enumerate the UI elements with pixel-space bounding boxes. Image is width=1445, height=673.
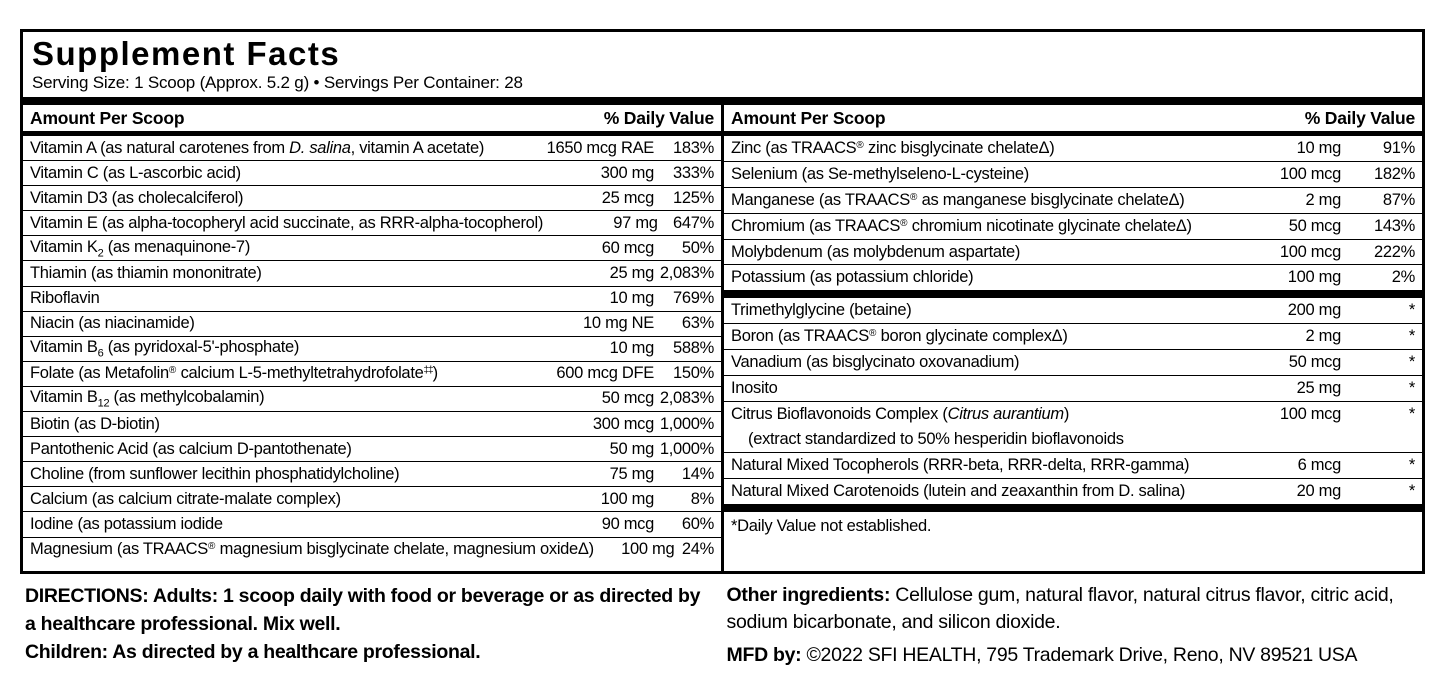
ingredient-name: Molybdenum (as molybdenum aspartate) <box>731 242 1021 261</box>
table-row <box>23 210 721 235</box>
ingredient-name: Iodine (as potassium iodide <box>30 514 223 533</box>
table-row <box>724 187 1422 213</box>
daily-value: 24% <box>681 540 714 559</box>
daily-value: 182% <box>1373 164 1415 183</box>
daily-value: 588% <box>672 339 714 358</box>
amount-value: 1650 mcg RAE <box>546 138 654 157</box>
ingredients-block <box>727 582 1425 669</box>
amount-value: 6 mcg <box>1297 455 1341 474</box>
amount-value: 300 mg <box>600 163 654 182</box>
daily-value: * <box>1408 404 1415 423</box>
directions-adults: DIRECTIONS: Adults: 1 scoop daily with food or beverage or as directed by a healthcare professional. Mix well. <box>25 585 701 635</box>
bottom-text-area <box>25 582 1425 669</box>
table-row <box>724 213 1422 239</box>
ingredient-name: Calcium (as calcium citrate-malate complex) <box>30 489 341 508</box>
ingredient-name: Potassium (as potassium chloride) <box>731 268 974 287</box>
amount-value: 100 mg <box>621 540 675 559</box>
table-row <box>23 436 721 461</box>
table-row <box>23 160 721 185</box>
directions-children: Children: As directed by a healthcare professional. <box>25 641 481 663</box>
table-row <box>23 336 721 361</box>
mfd-label: MFD by: <box>726 644 802 666</box>
daily-value: 222% <box>1373 242 1415 261</box>
amount-value: 60 mcg <box>601 238 654 257</box>
ingredient-name: Pantothenic Acid (as calcium D-pantothenate) <box>30 439 352 458</box>
amount-value: 50 mg <box>609 439 654 458</box>
daily-value-header: % Daily Value <box>1304 108 1415 128</box>
ingredient-name: Magnesium (as TRAACS® magnesium bisglycinate chelate, magnesium oxideΔ) <box>30 540 594 559</box>
daily-value: 183% <box>672 138 714 157</box>
facts-columns <box>23 105 1422 571</box>
directions-block <box>25 582 701 669</box>
daily-value: * <box>1408 327 1415 346</box>
table-row <box>23 286 721 311</box>
right-rows <box>724 136 1422 504</box>
table-row <box>23 311 721 336</box>
amount-value: 10 mg <box>609 289 654 308</box>
amount-value: 600 mcg DFE <box>556 364 654 383</box>
ingredient-name: Riboflavin <box>30 289 100 308</box>
daily-value: * <box>1408 301 1415 320</box>
supplement-facts-panel <box>20 29 1425 574</box>
table-row <box>23 361 721 386</box>
amount-value: 200 mg <box>1287 301 1341 320</box>
daily-value: 2% <box>1391 268 1415 287</box>
table-row <box>23 511 721 536</box>
daily-value: 87% <box>1382 190 1415 209</box>
daily-value: 125% <box>672 188 714 207</box>
mfd-text: ©2022 SFI HEALTH, 795 Trademark Drive, Reno, NV 89521 USA <box>806 644 1358 666</box>
table-row <box>23 260 721 285</box>
ingredient-name: Vanadium (as bisglycinato oxovanadium) <box>731 353 1020 372</box>
daily-value: 8% <box>690 489 714 508</box>
other-ingredients-label: Other ingredients: <box>726 584 891 606</box>
ingredient-name: Natural Mixed Carotenoids (lutein and zeaxanthin from D. salina) <box>731 481 1186 500</box>
daily-value: 91% <box>1382 138 1415 157</box>
amount-value: 25 mg <box>609 264 654 283</box>
amount-value: 10 mg <box>609 339 654 358</box>
amount-per-scoop-header: Amount Per Scoop <box>30 108 185 128</box>
amount-value: 10 mg NE <box>583 314 654 333</box>
amount-value: 100 mg <box>1287 268 1341 287</box>
amount-value: 2 mg <box>1305 327 1341 346</box>
table-row <box>724 375 1422 401</box>
ingredient-name: Zinc (as TRAACS® zinc bisglycinate chelateΔ) <box>731 138 1055 157</box>
table-row <box>724 349 1422 375</box>
daily-value: 143% <box>1373 216 1415 235</box>
left-column-header <box>23 105 721 131</box>
daily-value: 333% <box>672 163 714 182</box>
ingredient-name: Vitamin A (as natural carotenes from D. salina, vitamin A acetate) <box>30 138 485 157</box>
table-row <box>724 239 1422 265</box>
right-column-header <box>724 105 1422 131</box>
table-row <box>724 161 1422 187</box>
ingredient-name: Chromium (as TRAACS® chromium nicotinate glycinate chelateΔ) <box>731 216 1192 235</box>
daily-value: * <box>1408 353 1415 372</box>
amount-value: 97 mg <box>613 213 658 232</box>
amount-value: 300 mcg <box>592 414 654 433</box>
table-row <box>724 323 1422 349</box>
ingredient-name: Niacin (as niacinamide) <box>30 314 195 333</box>
amount-value: 75 mg <box>609 464 654 483</box>
table-row <box>23 461 721 486</box>
ingredient-name: Vitamin C (as L-ascorbic acid) <box>30 163 241 182</box>
panel-title: Supplement Facts <box>32 35 341 72</box>
amount-value: 50 mcg <box>601 389 654 408</box>
ingredient-name: Folate (as Metafolin® calcium L-5-methyltetrahydrofolate‡‡) <box>30 364 438 383</box>
section-divider-bar <box>724 504 1422 512</box>
ingredient-name: Natural Mixed Tocopherols (RRR-beta, RRR-delta, RRR-gamma) <box>731 455 1190 474</box>
daily-value: 50% <box>681 238 714 257</box>
daily-value: 647% <box>672 213 714 232</box>
amount-value: 25 mcg <box>601 188 654 207</box>
table-row <box>724 401 1422 452</box>
daily-value: * <box>1408 378 1415 397</box>
divider-bar <box>23 97 1422 105</box>
table-row <box>23 486 721 511</box>
other-ingredients-line <box>727 582 1425 636</box>
ingredient-name: Trimethylglycine (betaine) <box>731 301 912 320</box>
daily-value-header: % Daily Value <box>603 108 714 128</box>
amount-value: 50 mcg <box>1288 216 1341 235</box>
ingredient-name: Vitamin $K_2$ (as menaquinone-7) <box>30 237 251 260</box>
table-row <box>724 136 1422 161</box>
amount-value: 100 mcg <box>1279 404 1341 423</box>
left-column <box>23 105 724 571</box>
table-row <box>724 478 1422 504</box>
daily-value: * <box>1408 455 1415 474</box>
daily-value: 60% <box>681 514 714 533</box>
daily-value-footnote: *Daily Value not established. <box>731 516 932 535</box>
table-row <box>23 235 721 260</box>
table-row <box>724 452 1422 478</box>
ingredient-name: Selenium (as Se-methylseleno-L-cysteine) <box>731 164 1029 183</box>
daily-value: 769% <box>672 289 714 308</box>
left-rows <box>23 136 721 562</box>
daily-value: 1,000% <box>659 414 714 433</box>
ingredient-name: Choline (from sunflower lecithin phosphatidylcholine) <box>30 464 400 483</box>
daily-value: * <box>1408 481 1415 500</box>
ingredient-subtext: (extract standardized to 50% hesperidin bioflavonoids <box>748 429 1124 448</box>
ingredient-name: Inosito <box>731 378 778 397</box>
ingredient-name: Vitamin $B_6$ (as pyridoxal-5'-phosphate) <box>30 338 300 360</box>
amount-value: 100 mcg <box>1279 164 1341 183</box>
daily-value: 2,083% <box>659 389 714 408</box>
ingredient-name: Thiamin (as thiamin mononitrate) <box>30 264 262 283</box>
amount-value: 100 mcg <box>1279 242 1341 261</box>
amount-value: 20 mg <box>1296 481 1341 500</box>
amount-per-scoop-header: Amount Per Scoop <box>731 108 886 128</box>
daily-value: 1,000% <box>659 439 714 458</box>
section-divider-bar <box>724 290 1422 298</box>
amount-value: 10 mg <box>1296 138 1341 157</box>
amount-value: 25 mg <box>1296 378 1341 397</box>
amount-value: 90 mcg <box>601 514 654 533</box>
serving-info: Serving Size: 1 Scoop (Approx. 5.2 g) • Servings Per Container: 28 <box>32 73 523 92</box>
amount-value: 100 mg <box>600 489 654 508</box>
table-row <box>23 136 721 160</box>
ingredient-name: Vitamin E (as alpha-tocopheryl acid succinate, as RRR-alpha-tocopherol) <box>30 213 544 232</box>
table-row <box>23 386 721 411</box>
table-row <box>23 537 721 562</box>
ingredient-name: Vitamin D3 (as cholecalciferol) <box>30 188 244 207</box>
amount-value: 50 mcg <box>1288 353 1341 372</box>
daily-value: 2,083% <box>659 264 714 283</box>
table-row <box>724 298 1422 323</box>
right-column <box>724 105 1422 571</box>
daily-value: 63% <box>681 314 714 333</box>
amount-value: 2 mg <box>1305 190 1341 209</box>
mfd-line <box>727 642 1425 669</box>
daily-value: 14% <box>681 464 714 483</box>
ingredient-name: Biotin (as D-biotin) <box>30 414 160 433</box>
other-ingredients-text: Cellulose gum, natural flavor, natural citrus flavor, citric acid, sodium bicarbonate, and silicon dioxide. <box>726 584 1394 633</box>
ingredient-name: Vitamin $B_{12}$ (as methylcobalamin) <box>30 388 265 410</box>
table-row <box>23 411 721 436</box>
ingredient-name: Manganese (as TRAACS® as manganese bisglycinate chelateΔ) <box>731 190 1185 209</box>
daily-value: 150% <box>672 364 714 383</box>
ingredient-name: Boron (as TRAACS® boron glycinate complexΔ) <box>731 327 1068 346</box>
ingredient-name: Citrus Bioflavonoids Complex (Citrus aurantium) <box>731 404 1070 423</box>
table-row <box>724 264 1422 290</box>
table-row <box>23 185 721 210</box>
